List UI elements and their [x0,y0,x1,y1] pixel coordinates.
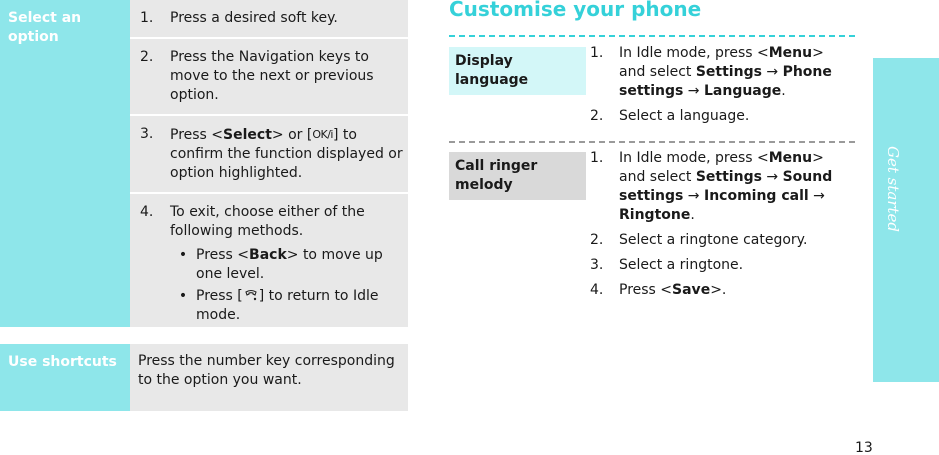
section-divider [449,141,855,143]
step-item: 2. Select a language. [590,108,750,124]
options-table [0,0,408,411]
chapter-tab [873,58,939,382]
section-title: Customise your phone [449,0,702,21]
bullet-back: • Press <Back> to move up one level. [178,247,383,282]
bullet-end: • Press [ ] to return to Idle mode. [178,288,379,323]
select-option-row [0,0,408,327]
select-option-steps [130,0,408,327]
title-divider [449,35,855,37]
step-item: 3. Select a ringtone. [590,257,744,273]
step-item: 1. In Idle mode, press <Menu> and select Settings → Phone settings → Language. [590,45,832,99]
page-number: 13 [855,440,873,455]
step-item: 4. Press <Save>. [590,282,727,298]
step-item: 2. Select a ringtone category. [590,232,808,248]
chapter-tab-label: Get started [884,146,902,233]
display-language-steps [590,44,852,132]
call-ringer-label: Call ringer melody [449,152,586,200]
step-4: 4. To exit, choose either of the following methods. • Press <Back> to move up one level. • Press [ ] to return to Idle mode. [130,194,408,327]
use-shortcuts-row [0,344,408,411]
use-shortcuts-label: Use shortcuts [0,344,130,411]
end-call-icon [243,288,259,302]
call-ringer-steps [590,149,852,306]
ok-key-icon: OK/i [312,128,333,141]
display-language-label: Display language [449,47,586,95]
step-item: 1. In Idle mode, press <Menu> and select Settings → Sound settings → Incoming call → Ringtone. [590,150,833,223]
select-option-label: Select an option [0,0,130,327]
use-shortcuts-text: Press the number key corresponding to the option you want. [130,344,408,411]
step-2: 2. Press the Navigation keys to move to the next or previous option. [130,39,408,116]
step-1: 1. Press a desired soft key. [130,0,408,39]
step-3: 3. Press <Select> or [OK/i] to confirm the function displayed or option highlighted. [130,116,408,194]
